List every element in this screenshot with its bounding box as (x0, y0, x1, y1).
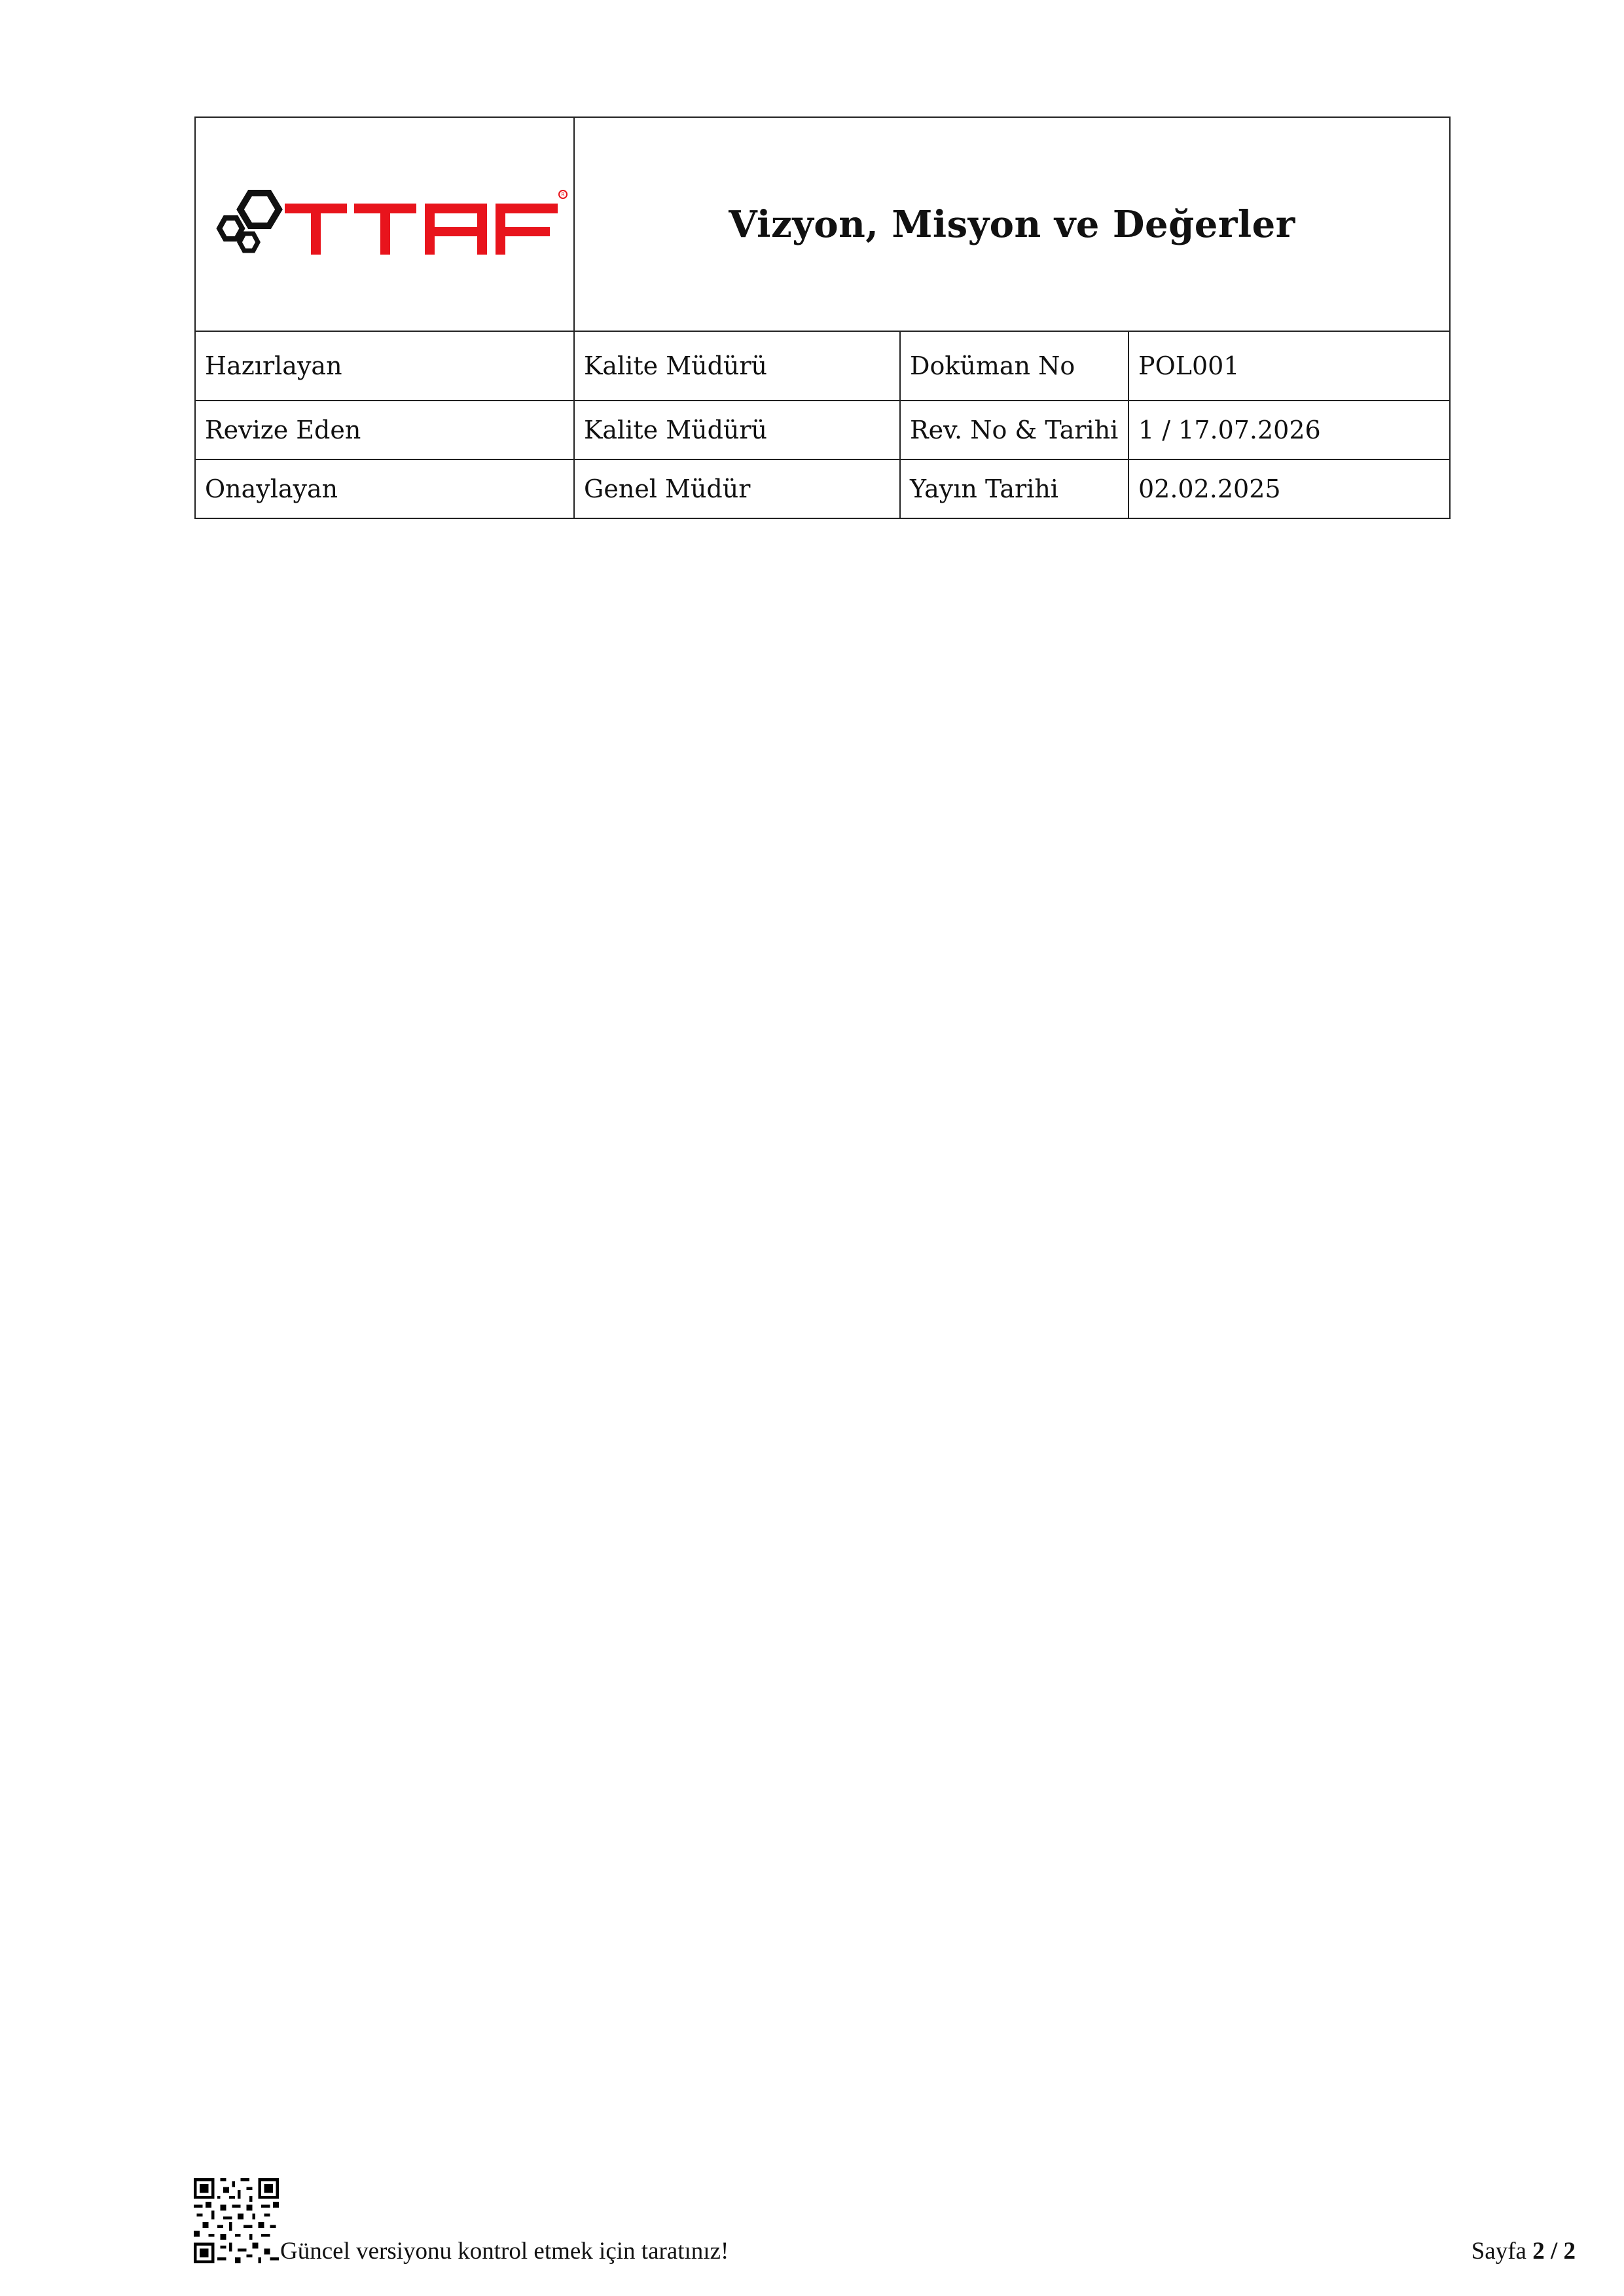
revision-label: Rev. No & Tarihi (900, 401, 1128, 459)
page-current: 2 (1532, 2238, 1545, 2265)
revision-value: 1 / 17.07.2026 (1128, 401, 1450, 459)
logo-cell (195, 117, 574, 331)
document-no-value: POL001 (1128, 331, 1450, 401)
publish-date-label: Yayın Tarihi (900, 459, 1128, 518)
page-label: Sayfa (1471, 2238, 1526, 2265)
revised-by-label: Revize Eden (195, 401, 574, 459)
prepared-by-value: Kalite Müdürü (574, 331, 900, 401)
document-title: Vizyon, Misyon ve Değerler (729, 202, 1295, 246)
approved-by-value: Genel Müdür (574, 459, 900, 518)
qr-code-icon[interactable] (194, 2178, 279, 2263)
svg-text:R: R (561, 191, 565, 198)
footer-scan-text: Güncel versiyonu kontrol etmek için taratınız! (280, 2238, 729, 2265)
title-cell (574, 117, 1450, 331)
page-separator: / (1550, 2238, 1558, 2265)
info-row (195, 401, 1450, 459)
publish-date-value: 02.02.2025 (1128, 459, 1450, 518)
ttaf-logo (202, 185, 569, 264)
document-no-label: Doküman No (900, 331, 1128, 401)
page-number (1471, 2237, 1576, 2265)
document-header-table (194, 117, 1451, 519)
info-row (195, 331, 1450, 401)
prepared-by-label: Hazırlayan (195, 331, 574, 401)
approved-by-label: Onaylayan (195, 459, 574, 518)
page-total: 2 (1563, 2238, 1576, 2265)
revised-by-value: Kalite Müdürü (574, 401, 900, 459)
info-row (195, 459, 1450, 518)
